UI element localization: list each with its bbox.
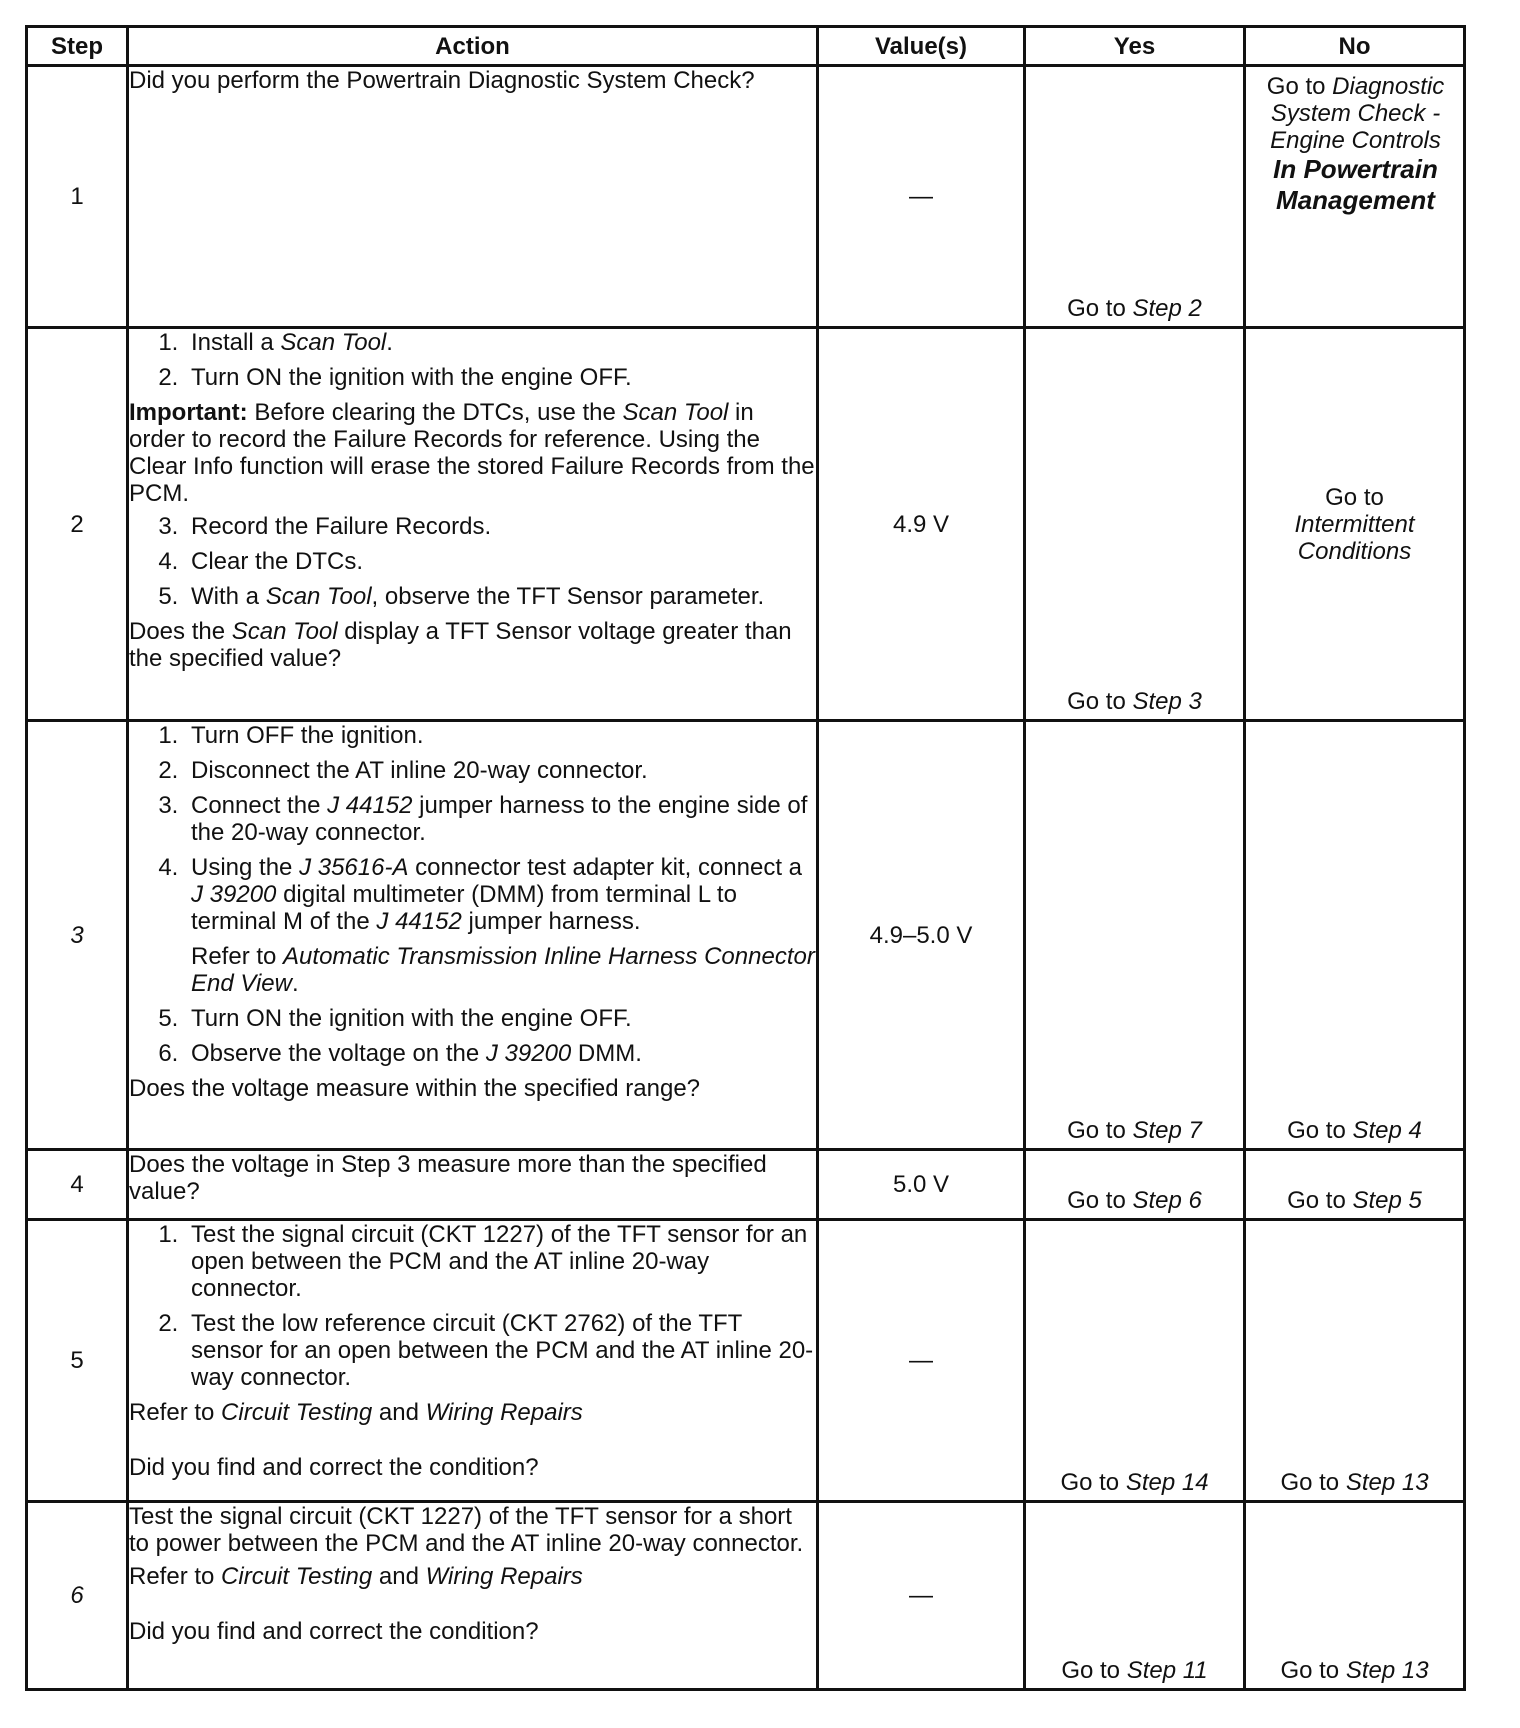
item-text: Install a	[191, 329, 281, 356]
refer-note	[191, 943, 816, 997]
table-row	[27, 1220, 1465, 1502]
no-link[interactable]	[1246, 67, 1463, 216]
no-link[interactable]	[1246, 1469, 1463, 1496]
go-to-label: Go to	[1067, 295, 1133, 322]
table-row	[27, 328, 1465, 721]
doc-ref[interactable]: Circuit Testing	[221, 1563, 373, 1590]
list-item	[185, 854, 816, 997]
step-number: 4	[27, 1150, 128, 1220]
step-number: 5	[27, 1220, 128, 1502]
doc-ref[interactable]: Wiring Repairs	[425, 1399, 583, 1426]
step-ref: Step 5	[1352, 1187, 1422, 1214]
yes-cell	[1025, 328, 1245, 721]
table-row	[27, 1150, 1465, 1220]
step-number: 2	[27, 328, 128, 721]
spacer	[129, 1432, 816, 1454]
yes-cell	[1025, 721, 1245, 1150]
step-ref: Step 13	[1345, 1657, 1429, 1684]
tool-ref: J 39200	[485, 1040, 572, 1067]
value-cell: 5.0 V	[818, 1150, 1025, 1220]
yes-link[interactable]	[1026, 1657, 1243, 1684]
no-cell	[1245, 721, 1465, 1150]
go-to-label: Go to	[1266, 73, 1333, 100]
value-cell: —	[818, 66, 1025, 328]
step-number: 1	[27, 66, 128, 328]
list-item: 2. Turn ON the ignition with the engine OFF.	[185, 364, 816, 391]
header-yes: Yes	[1025, 27, 1245, 66]
note-text: Before clearing the DTCs, use the	[247, 399, 623, 426]
refer-note	[129, 1563, 816, 1590]
action-cell	[128, 328, 818, 721]
item-text: digital multimeter (DMM) from terminal L to terminal M of the	[191, 881, 737, 935]
item-text: .	[386, 329, 393, 356]
doc-ref[interactable]: Automatic Transmission Inline Harness Connector End View	[191, 943, 815, 997]
tool-ref: Scan Tool	[231, 618, 338, 645]
yes-cell	[1025, 1150, 1245, 1220]
go-to-label: Go to	[1067, 688, 1133, 715]
list-item: 2. Disconnect the AT inline 20-way connector.	[185, 757, 816, 784]
table-row	[27, 66, 1465, 328]
action-cell	[128, 1220, 818, 1502]
header-action: Action	[128, 27, 818, 66]
yes-cell	[1025, 1220, 1245, 1502]
doc-ref[interactable]: Circuit Testing	[221, 1399, 373, 1426]
item-text: With a	[191, 583, 266, 610]
table-row	[27, 721, 1465, 1150]
list-item: 1. Test the signal circuit (CKT 1227) of the TFT sensor for an open between the PCM and the AT inline 20-way connector.	[185, 1221, 816, 1302]
no-link[interactable]	[1246, 1117, 1463, 1144]
action-question: Did you perform the Powertrain Diagnostic System Check?	[129, 67, 755, 94]
no-cell	[1245, 1150, 1465, 1220]
no-link[interactable]	[1246, 484, 1463, 565]
header-row	[27, 27, 1465, 66]
item-text: Using the	[191, 854, 300, 881]
list-item	[185, 792, 816, 846]
go-to-label: Go to	[1287, 1187, 1353, 1214]
step-ref: Step 14	[1125, 1469, 1209, 1496]
tool-ref: J 44152	[327, 792, 413, 819]
step-number: 6	[27, 1502, 128, 1690]
go-to-label: Go to	[1061, 1657, 1127, 1684]
doc-ref[interactable]: Wiring Repairs	[425, 1563, 583, 1590]
important-note	[129, 399, 816, 507]
diagnostic-table	[25, 25, 1466, 1691]
step-ref: Step 13	[1345, 1469, 1429, 1496]
go-to-label: Go to	[1280, 1657, 1346, 1684]
no-target-manual: In Powertrain Management	[1273, 154, 1438, 215]
no-cell	[1245, 66, 1465, 328]
list-item: 4. Clear the DTCs.	[185, 548, 816, 575]
table-row	[27, 1502, 1465, 1690]
no-link[interactable]	[1246, 1657, 1463, 1684]
list-item: 2. Test the low reference circuit (CKT 2762) of the TFT sensor for an open between the PCM and the AT inline 20-way connector.	[185, 1310, 816, 1391]
header-no: No	[1245, 27, 1465, 66]
go-to-label: Go to	[1280, 1469, 1346, 1496]
step-ref: Step 4	[1352, 1117, 1422, 1144]
go-to-label: Go to	[1287, 1117, 1353, 1144]
item-text: jumper harness.	[461, 908, 641, 935]
go-to-label: Go to	[1060, 1469, 1126, 1496]
list-item: 3. Record the Failure Records.	[185, 513, 816, 540]
refer-text: Refer to	[191, 943, 284, 970]
refer-text: and	[372, 1399, 426, 1426]
no-cell	[1245, 328, 1465, 721]
yes-link[interactable]	[1026, 1117, 1243, 1144]
refer-text: .	[291, 970, 299, 997]
refer-text: Refer to	[129, 1563, 222, 1590]
list-item: 1. Turn OFF the ignition.	[185, 722, 816, 749]
item-text: connector test adapter kit, connect a	[408, 854, 803, 881]
list-item	[185, 329, 816, 356]
question-text: Does the	[129, 618, 232, 645]
question-text: display a TFT Sensor voltage greater than the specified value?	[129, 618, 792, 672]
action-question: Did you find and correct the condition?	[129, 1454, 539, 1481]
item-text: Connect the	[191, 792, 328, 819]
action-cell	[128, 721, 818, 1150]
action-list	[129, 513, 816, 610]
yes-cell	[1025, 66, 1245, 328]
action-list	[129, 329, 816, 391]
action-cell	[128, 1502, 818, 1690]
note-text: in order to record the Failure Records for reference. Using the Clear Info function will erase the stored Failure Records from the PCM.	[129, 399, 815, 507]
yes-link[interactable]	[1026, 1187, 1243, 1214]
action-text: Test the signal circuit (CKT 1227) of the TFT sensor for a short to power between the PCM and the AT inline 20-way connector.	[129, 1503, 804, 1557]
tool-ref: J 39200	[191, 881, 277, 908]
yes-link[interactable]	[1026, 688, 1243, 715]
tool-ref: Scan Tool	[622, 399, 729, 426]
refer-text: and	[372, 1563, 426, 1590]
spacer	[129, 1596, 816, 1618]
step-ref: Step 6	[1132, 1187, 1202, 1214]
step-ref: Step 3	[1132, 688, 1202, 715]
action-list	[129, 722, 816, 1067]
list-item	[185, 583, 816, 610]
step-ref: Step 11	[1126, 1657, 1208, 1684]
action-question: Did you find and correct the condition?	[129, 1618, 539, 1645]
action-cell	[128, 1150, 818, 1220]
important-label: Important:	[129, 399, 248, 426]
yes-link[interactable]	[1026, 295, 1243, 322]
list-item: 5. Turn ON the ignition with the engine OFF.	[185, 1005, 816, 1032]
tool-ref: Scan Tool	[280, 329, 387, 356]
action-question	[129, 618, 816, 672]
action-cell	[128, 66, 818, 328]
go-to-label: Go to	[1067, 1117, 1133, 1144]
list-item	[185, 1040, 816, 1067]
header-step: Step	[27, 27, 128, 66]
action-question: Does the voltage measure within the specified range?	[129, 1075, 701, 1102]
yes-link[interactable]	[1026, 1469, 1243, 1496]
go-to-label: Go to	[1067, 1187, 1133, 1214]
step-ref: Step 2	[1132, 295, 1202, 322]
item-text: jumper harness to the engine side of the 20-way connector.	[191, 792, 808, 846]
item-text: DMM.	[571, 1040, 642, 1067]
item-text: Observe the voltage on the	[191, 1040, 486, 1067]
tool-ref: J 44152	[376, 908, 462, 935]
no-cell	[1245, 1220, 1465, 1502]
value-cell: 4.9 V	[818, 328, 1025, 721]
refer-text: Refer to	[129, 1399, 222, 1426]
header-values: Value(s)	[818, 27, 1025, 66]
no-cell	[1245, 1502, 1465, 1690]
tool-ref: J 35616-A	[299, 854, 409, 881]
item-text: , observe the TFT Sensor parameter.	[371, 583, 765, 610]
action-list	[129, 1221, 816, 1391]
yes-cell	[1025, 1502, 1245, 1690]
value-cell: —	[818, 1220, 1025, 1502]
action-question: Does the voltage in Step 3 measure more than the specified value?	[129, 1151, 767, 1205]
no-target-doc: Intermittent Conditions	[1294, 510, 1415, 565]
no-link[interactable]	[1246, 1187, 1463, 1214]
value-cell: 4.9–5.0 V	[818, 721, 1025, 1150]
no-target-doc: Diagnostic System Check - Engine Controls	[1270, 73, 1445, 154]
go-to-label: Go to	[1325, 483, 1384, 511]
step-number: 3	[27, 721, 128, 1150]
tool-ref: Scan Tool	[265, 583, 372, 610]
refer-note	[129, 1399, 816, 1426]
step-ref: Step 7	[1132, 1117, 1202, 1144]
value-cell: —	[818, 1502, 1025, 1690]
